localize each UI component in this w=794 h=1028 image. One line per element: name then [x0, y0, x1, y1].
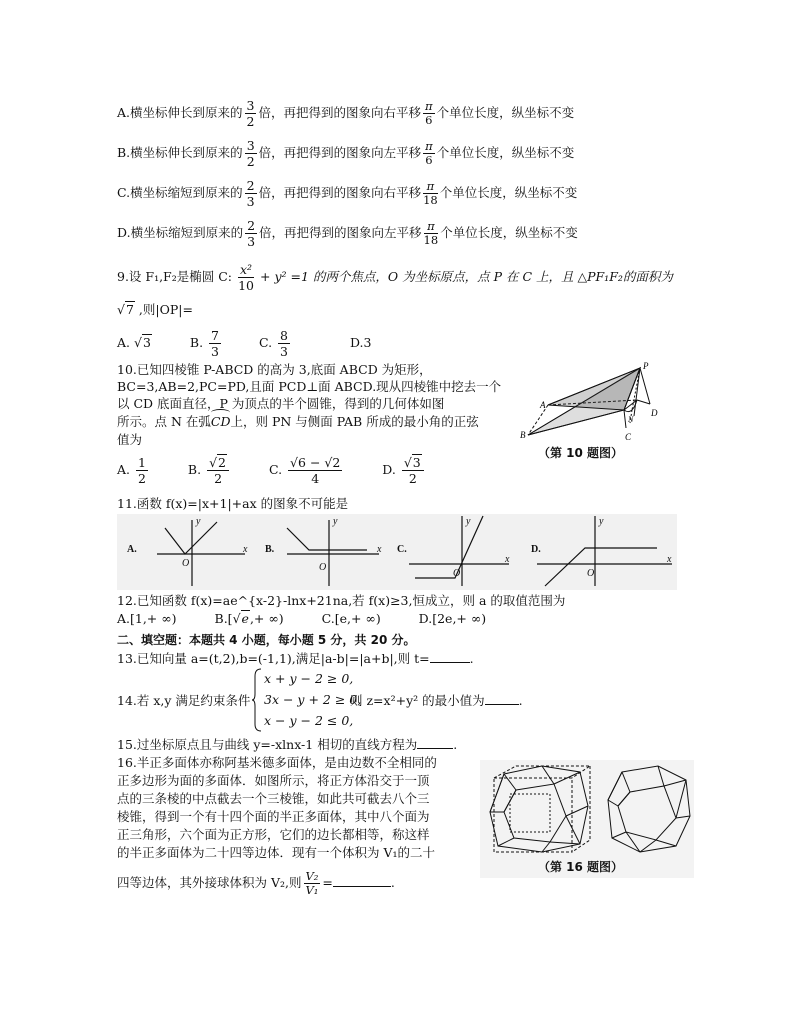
q9-option-b: B.	[189, 335, 204, 350]
svg-text:x: x	[377, 544, 382, 555]
ellipse-x-fraction: $\frac{\text{x²}}{10}$	[238, 262, 254, 293]
svg-text:O: O	[182, 558, 190, 569]
q10-line5: 值为	[117, 432, 143, 447]
q14-constraint-2: 3x − y + 2 ≥ 0,	[264, 692, 362, 707]
q10-line1: 10.已知四棱锥 P-ABCD 的高为 3,底面 ABCD 为矩形，	[117, 362, 432, 377]
q12-option-c: C.[e,+ ∞)	[321, 611, 381, 626]
q8-option-d: D.横坐标缩短到原来的 $\frac{2}{3}$ 倍，再把得到的图象向左平移 $\frac{\pi}{18}$ 个单位长度，纵坐标不变	[117, 218, 578, 249]
figure-16-polyhedra	[480, 760, 694, 878]
svg-text:C: C	[625, 432, 632, 442]
q12-options	[117, 611, 486, 627]
q9-radicand: 7	[125, 302, 134, 317]
question-10-options: A. $\frac{1}{2}$ B. $\frac{√2}{2}$ C. $\frac{√6 - √2}{4}$ D. $\frac{√3}{2}$	[117, 455, 426, 486]
cuboctahedron-diagram	[480, 760, 694, 858]
svg-text:x: x	[667, 554, 672, 565]
svg-text:C.: C.	[397, 544, 407, 555]
question-9-options: A. √3 B. $\frac{7}{3}$ C. $\frac{8}{3}$ D.3	[117, 328, 372, 359]
q12-option-d: D.[2e,+ ∞)	[418, 611, 487, 626]
q8-option-a: A.横坐标伸长到原来的 $\frac{3}{2}$ 倍，再把得到的图象向右平移 $\frac{\pi}{6}$ 个单位长度，纵坐标不变	[117, 98, 575, 129]
svg-text:N: N	[628, 415, 634, 424]
svg-text:A: A	[540, 400, 546, 410]
q16-answer-blank[interactable]	[333, 886, 391, 887]
q14-constraint-brace	[252, 668, 262, 736]
svg-text:y: y	[599, 516, 604, 527]
svg-text:x: x	[243, 544, 248, 555]
svg-text:A.: A.	[127, 544, 137, 555]
svg-text:x: x	[505, 554, 510, 565]
svg-text:y: y	[466, 516, 471, 527]
svg-text:D: D	[651, 408, 658, 418]
q11-graphs	[117, 514, 677, 590]
q14-constraint-3: x − y − 2 ≤ 0,	[264, 713, 354, 728]
q16-line2: 正多边形为面的多面体．如图所示，将正方体沿交于一顶	[117, 773, 430, 788]
figure-10-pyramid	[512, 358, 672, 468]
q10-line4: 所示。点 N 在弧 CD上，则 PN 与侧面 PAB 所成的最小角的正弦	[117, 414, 479, 430]
q15: 15.过坐标原点且与曲线 y=-xlnx-1 相切的直线方程为 .	[117, 737, 458, 752]
svg-text:O: O	[587, 568, 595, 579]
q16-line5: 正三角形，六个面为正方形，它们的边长都相等，称这样	[117, 827, 430, 842]
pyramid-diagram	[512, 358, 672, 448]
label-p: P	[643, 361, 649, 371]
svg-text:y: y	[333, 516, 338, 527]
q16-line4: 棱锥，得到一个有十四个面的半正多面体，其中八个面为	[117, 809, 430, 824]
q8-option-c: C.横坐标缩短到原来的 $\frac{2}{3}$ 倍，再把得到的图象向右平移 $\frac{\pi}{18}$ 个单位长度，纵坐标不变	[117, 178, 578, 209]
section-2-heading: 二、填空题：本题共 4 小题，每小题 5 分，共 20 分。	[117, 633, 416, 647]
q10-option-b: B.	[187, 462, 202, 477]
q15-answer-blank[interactable]	[417, 748, 453, 749]
q14-prefix: 14.若 x,y 满足约束条件	[117, 693, 251, 708]
q13-answer-blank[interactable]	[430, 662, 470, 663]
svg-text:y: y	[196, 516, 201, 527]
question-9-line1	[117, 262, 673, 293]
v2-over-v1-fraction: $\frac{\text{V₂}}{\text{V₁}}$	[305, 869, 319, 897]
q9-option-a: A.	[117, 335, 131, 350]
q12-option-a: A.[1,+ ∞)	[117, 611, 177, 626]
q9-text-a: 9.设 F₁,F₂是椭圆 C:	[117, 269, 232, 284]
q9-text-b: + y² =1 的两个焦点，O 为坐标原点，点 P 在 C 上，且 △PF₁F₂的面积为	[260, 269, 673, 284]
q12-text: 12.已知函数 f(x)=ae^{x-2}-lnx+21na,若 f(x)≥3,恒成立，则 a 的取值范围为	[117, 593, 566, 608]
svg-text:D.: D.	[531, 544, 541, 555]
q14-suffix: 则 z=x²+y² 的最小值为 .	[350, 693, 523, 708]
q13: 13.已知向量 a=(t,2),b=(-1,1),满足|a-b|=|a+b|,则 t= .	[117, 651, 474, 666]
q14-constraint-1: x + y − 2 ≥ 0,	[264, 671, 354, 686]
svg-text:B: B	[520, 430, 526, 440]
q10-line2: BC=3,AB=2,PC=PD,且面 PCD⊥面 ABCD.现从四棱锥中挖去一个	[117, 379, 502, 394]
svg-text:O: O	[319, 562, 327, 573]
svg-text:O: O	[453, 568, 461, 579]
q16-line7: 四等边体，其外接球体积为 V₂,则 $\frac{\text{V₂}}{\text{V₁}}$ = .	[117, 869, 395, 897]
q16-line3: 点的三条棱的中点截去一个三棱锥，如此共可截去八个三	[117, 791, 430, 806]
figure-10-caption: （第 10 题图）	[538, 446, 624, 460]
q16-line6: 的半正多面体为二十四等边体．现有一个体积为 V₁的二十	[117, 845, 436, 860]
arc-cd: CD	[211, 414, 231, 429]
q10-option-c: C.	[268, 462, 283, 477]
q10-option-d: D.	[382, 462, 396, 477]
q11-text: 11.函数 f(x)=|x+1|+ax 的图象不可能是	[117, 496, 349, 511]
q10-option-a: A.	[117, 462, 131, 477]
figure-16-caption: （第 16 题图）	[538, 860, 624, 874]
q8-option-b: B.横坐标伸长到原来的 $\frac{3}{2}$ 倍，再把得到的图象向左平移 $\frac{\pi}{6}$ 个单位长度，纵坐标不变	[117, 138, 575, 169]
q12-option-b: B.[√e,+ ∞)	[214, 611, 284, 626]
svg-text:B.: B.	[265, 544, 275, 555]
q10-line3: 以 CD 底面直径，P 为顶点的半个圆锥，得到的几何体如图	[117, 396, 445, 411]
q9-option-c: C.	[258, 335, 273, 350]
q9-option-d: D.3	[349, 335, 372, 350]
question-9-line2: √7 ,则|OP|=	[117, 302, 193, 317]
q14-answer-blank[interactable]	[485, 704, 519, 705]
q16-line1: 16.半正多面体亦称阿基米德多面体，是由边数不全相同的	[117, 755, 437, 770]
